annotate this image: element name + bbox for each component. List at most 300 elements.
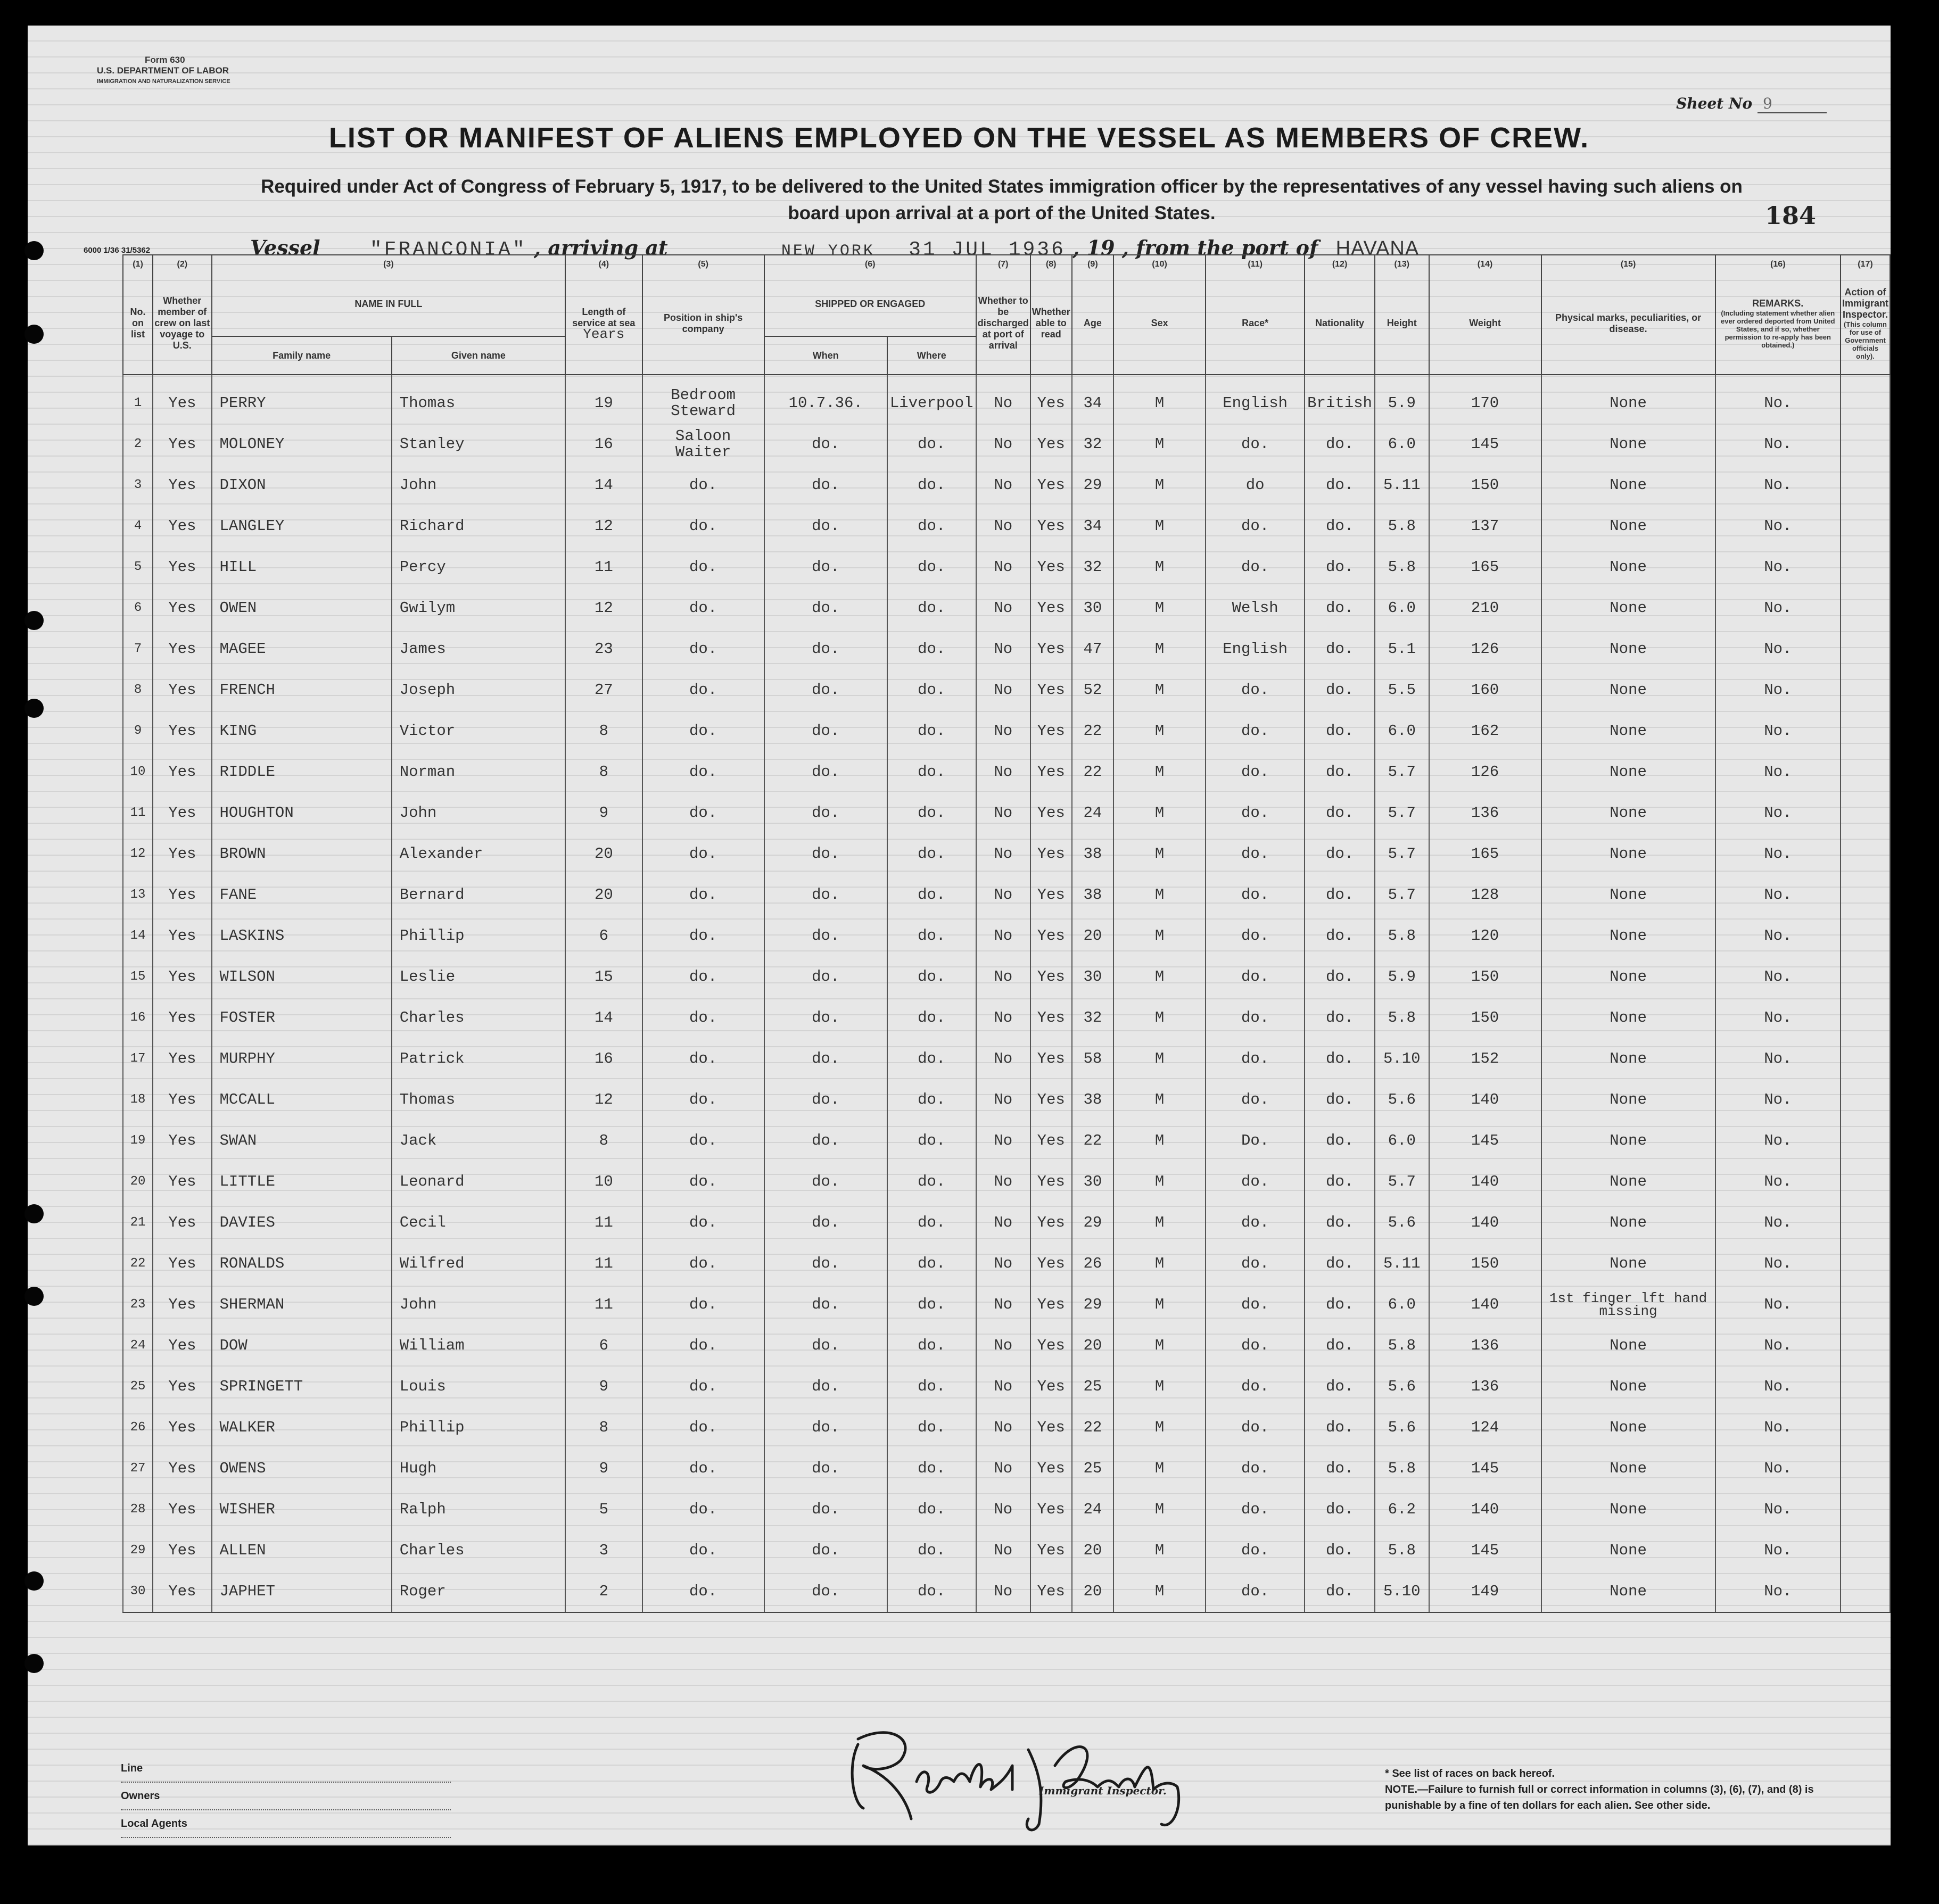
- remarks-cell: No.: [1715, 1161, 1841, 1202]
- shipped-when-cell: do.: [764, 1243, 887, 1284]
- remarks-cell: No.: [1715, 710, 1841, 751]
- row-number: 23: [123, 1284, 153, 1325]
- height-cell: 5.6: [1375, 1407, 1429, 1448]
- weight-cell: 128: [1429, 874, 1541, 915]
- shipped-when-cell: do.: [764, 628, 887, 669]
- family-name-cell: HILL: [212, 547, 392, 587]
- shipped-where-cell: do.: [887, 1202, 976, 1243]
- weight-cell: 145: [1429, 1530, 1541, 1571]
- remarks-cell: No.: [1715, 833, 1841, 874]
- age-cell: 22: [1072, 751, 1113, 792]
- inspector-action-cell: [1841, 375, 1890, 424]
- header-height: Height: [1375, 272, 1429, 375]
- discharged-cell: No: [976, 1161, 1030, 1202]
- family-name-cell: DAVIES: [212, 1202, 392, 1243]
- column-number: (6): [764, 255, 976, 272]
- age-cell: 25: [1072, 1448, 1113, 1489]
- year-label: , 19: [1072, 236, 1115, 260]
- crew-last-voyage-cell: Yes: [153, 1407, 211, 1448]
- given-name-cell: Thomas: [392, 1079, 565, 1120]
- discharged-cell: No: [976, 751, 1030, 792]
- remarks-cell: No.: [1715, 792, 1841, 833]
- table-row: [123, 956, 1890, 997]
- able-to-read-cell: Yes: [1030, 874, 1072, 915]
- weight-cell: 136: [1429, 792, 1541, 833]
- family-name-cell: RONALDS: [212, 1243, 392, 1284]
- weight-cell: 149: [1429, 1571, 1541, 1612]
- age-cell: 52: [1072, 669, 1113, 710]
- remarks-cell: No.: [1715, 997, 1841, 1038]
- position-cell: do.: [642, 1161, 764, 1202]
- remarks-cell: No.: [1715, 1243, 1841, 1284]
- inspector-action-cell: [1841, 710, 1890, 751]
- table-row: [123, 628, 1890, 669]
- row-number: 7: [123, 628, 153, 669]
- shipped-when-cell: do.: [764, 997, 887, 1038]
- race-cell: do.: [1206, 915, 1305, 956]
- column-number: (3): [212, 255, 566, 272]
- age-cell: 22: [1072, 1120, 1113, 1161]
- physical-marks-cell: None: [1541, 1161, 1715, 1202]
- position-cell: do.: [642, 710, 764, 751]
- physical-marks-cell: None: [1541, 424, 1715, 465]
- remarks-cell: No.: [1715, 1530, 1841, 1571]
- race-cell: Do.: [1206, 1120, 1305, 1161]
- sex-cell: M: [1113, 1202, 1206, 1243]
- row-number: 22: [123, 1243, 153, 1284]
- table-row: [123, 1325, 1890, 1366]
- shipped-when-cell: do.: [764, 1202, 887, 1243]
- footer-notes: [1385, 1766, 1853, 1814]
- row-number: 19: [123, 1120, 153, 1161]
- remarks-cell: No.: [1715, 1079, 1841, 1120]
- age-cell: 24: [1072, 1489, 1113, 1530]
- able-to-read-cell: Yes: [1030, 915, 1072, 956]
- service-years-cell: 12: [565, 506, 642, 547]
- discharged-cell: No: [976, 997, 1030, 1038]
- position-cell: do.: [642, 465, 764, 506]
- line-label: Line: [121, 1755, 451, 1783]
- inspector-action-cell: [1841, 792, 1890, 833]
- family-name-cell: FRENCH: [212, 669, 392, 710]
- position-cell: do.: [642, 1325, 764, 1366]
- remarks-cell: No.: [1715, 1571, 1841, 1612]
- given-name-cell: James: [392, 628, 565, 669]
- nationality-cell: do.: [1305, 997, 1375, 1038]
- given-name-cell: Leslie: [392, 956, 565, 997]
- sex-cell: M: [1113, 997, 1206, 1038]
- remarks-cell: No.: [1715, 587, 1841, 628]
- position-cell: do.: [642, 628, 764, 669]
- row-number: 17: [123, 1038, 153, 1079]
- shipped-when-cell: do.: [764, 1489, 887, 1530]
- able-to-read-cell: Yes: [1030, 1161, 1072, 1202]
- discharged-cell: No: [976, 1571, 1030, 1612]
- discharged-cell: No: [976, 1407, 1030, 1448]
- given-name-cell: Cecil: [392, 1202, 565, 1243]
- shipped-where-cell: do.: [887, 628, 976, 669]
- binder-hole-icon: [24, 1654, 44, 1673]
- discharged-cell: No: [976, 1284, 1030, 1325]
- given-name-cell: Norman: [392, 751, 565, 792]
- table-row: [123, 710, 1890, 751]
- service-years-cell: 6: [565, 1325, 642, 1366]
- height-cell: 6.0: [1375, 1120, 1429, 1161]
- sex-cell: M: [1113, 1448, 1206, 1489]
- given-name-cell: Percy: [392, 547, 565, 587]
- nationality-cell: do.: [1305, 424, 1375, 465]
- shipped-when-cell: do.: [764, 956, 887, 997]
- header-weight: Weight: [1429, 272, 1541, 375]
- position-cell: do.: [642, 1530, 764, 1571]
- service-years-cell: 8: [565, 1407, 642, 1448]
- row-number: 24: [123, 1325, 153, 1366]
- sex-cell: M: [1113, 751, 1206, 792]
- inspector-action-cell: [1841, 547, 1890, 587]
- position-cell: do.: [642, 1038, 764, 1079]
- given-name-cell: Ralph: [392, 1489, 565, 1530]
- height-cell: 5.11: [1375, 465, 1429, 506]
- crew-last-voyage-cell: Yes: [153, 547, 211, 587]
- sex-cell: M: [1113, 375, 1206, 424]
- able-to-read-cell: Yes: [1030, 424, 1072, 465]
- remarks-cell: No.: [1715, 1038, 1841, 1079]
- nationality-cell: do.: [1305, 710, 1375, 751]
- crew-last-voyage-cell: Yes: [153, 874, 211, 915]
- able-to-read-cell: Yes: [1030, 956, 1072, 997]
- able-to-read-cell: Yes: [1030, 1366, 1072, 1407]
- weight-cell: 210: [1429, 587, 1541, 628]
- position-cell: do.: [642, 1448, 764, 1489]
- service-years-cell: 27: [565, 669, 642, 710]
- header-action: [1841, 272, 1890, 375]
- able-to-read-cell: Yes: [1030, 1489, 1072, 1530]
- crew-last-voyage-cell: Yes: [153, 751, 211, 792]
- height-cell: 5.8: [1375, 506, 1429, 547]
- height-cell: 5.9: [1375, 956, 1429, 997]
- remarks-cell: No.: [1715, 915, 1841, 956]
- row-number: 30: [123, 1571, 153, 1612]
- remarks-cell: No.: [1715, 1325, 1841, 1366]
- table-row: [123, 997, 1890, 1038]
- weight-cell: 140: [1429, 1284, 1541, 1325]
- crew-last-voyage-cell: Yes: [153, 792, 211, 833]
- able-to-read-cell: Yes: [1030, 587, 1072, 628]
- given-name-cell: Richard: [392, 506, 565, 547]
- nationality-cell: do.: [1305, 1202, 1375, 1243]
- crew-last-voyage-cell: Yes: [153, 915, 211, 956]
- age-cell: 20: [1072, 915, 1113, 956]
- row-number: 6: [123, 587, 153, 628]
- crew-last-voyage-cell: Yes: [153, 424, 211, 465]
- able-to-read-cell: Yes: [1030, 547, 1072, 587]
- given-name-cell: Roger: [392, 1571, 565, 1612]
- remarks-cell: No.: [1715, 1448, 1841, 1489]
- weight-cell: 165: [1429, 547, 1541, 587]
- race-cell: do.: [1206, 751, 1305, 792]
- inspector-action-cell: [1841, 506, 1890, 547]
- nationality-cell: do.: [1305, 1243, 1375, 1284]
- inspector-action-cell: [1841, 1366, 1890, 1407]
- race-cell: English: [1206, 628, 1305, 669]
- remarks-cell: No.: [1715, 1366, 1841, 1407]
- nationality-cell: do.: [1305, 1571, 1375, 1612]
- binder-hole-icon: [24, 325, 44, 344]
- age-cell: 20: [1072, 1571, 1113, 1612]
- weight-cell: 150: [1429, 465, 1541, 506]
- stamp-number: 184: [1764, 201, 1816, 230]
- physical-marks-cell: None: [1541, 1366, 1715, 1407]
- race-cell: do.: [1206, 1161, 1305, 1202]
- race-cell: do: [1206, 465, 1305, 506]
- height-cell: 5.7: [1375, 751, 1429, 792]
- row-number: 5: [123, 547, 153, 587]
- shipped-where-cell: do.: [887, 1161, 976, 1202]
- crew-last-voyage-cell: Yes: [153, 1325, 211, 1366]
- service-years-cell: 20: [565, 874, 642, 915]
- printer-code: 6000 1/36 31/5362: [84, 246, 151, 255]
- nationality-cell: do.: [1305, 1038, 1375, 1079]
- able-to-read-cell: Yes: [1030, 1571, 1072, 1612]
- position-cell: do.: [642, 1243, 764, 1284]
- height-cell: 5.8: [1375, 915, 1429, 956]
- shipped-when-cell: do.: [764, 1325, 887, 1366]
- shipped-when-cell: do.: [764, 506, 887, 547]
- crew-manifest-table: [122, 254, 1891, 1613]
- sex-cell: M: [1113, 424, 1206, 465]
- physical-marks-cell: None: [1541, 1407, 1715, 1448]
- sex-cell: M: [1113, 792, 1206, 833]
- table-row: [123, 1407, 1890, 1448]
- sex-cell: M: [1113, 1161, 1206, 1202]
- remarks-cell: No.: [1715, 751, 1841, 792]
- remarks-cell: No.: [1715, 1489, 1841, 1530]
- form-number: Form 630: [145, 55, 185, 65]
- height-cell: 5.11: [1375, 1243, 1429, 1284]
- crew-last-voyage-cell: Yes: [153, 465, 211, 506]
- nationality-cell: do.: [1305, 669, 1375, 710]
- remarks-cell: No.: [1715, 1407, 1841, 1448]
- sheet-label: Sheet No: [1676, 95, 1753, 112]
- nationality-cell: do.: [1305, 1366, 1375, 1407]
- remarks-cell: No.: [1715, 547, 1841, 587]
- row-number: 8: [123, 669, 153, 710]
- service-years-cell: 8: [565, 710, 642, 751]
- row-number: 1: [123, 375, 153, 424]
- shipped-where-cell: do.: [887, 915, 976, 956]
- age-cell: 20: [1072, 1530, 1113, 1571]
- race-cell: do.: [1206, 1202, 1305, 1243]
- sex-cell: M: [1113, 915, 1206, 956]
- inspector-action-cell: [1841, 587, 1890, 628]
- shipped-where-cell: do.: [887, 1489, 976, 1530]
- nationality-cell: do.: [1305, 1161, 1375, 1202]
- service-years-cell: 6: [565, 915, 642, 956]
- arriving-port: NEW YORK: [781, 242, 875, 260]
- inspector-action-cell: [1841, 1571, 1890, 1612]
- sex-cell: M: [1113, 1407, 1206, 1448]
- discharged-cell: No: [976, 710, 1030, 751]
- height-cell: 5.8: [1375, 997, 1429, 1038]
- header-remarks: [1715, 272, 1841, 375]
- height-cell: 6.0: [1375, 1284, 1429, 1325]
- age-cell: 29: [1072, 465, 1113, 506]
- sheet-number: [1676, 95, 1827, 113]
- crew-last-voyage-cell: Yes: [153, 1161, 211, 1202]
- header-position: Position in ship's company: [642, 272, 764, 375]
- row-number: 9: [123, 710, 153, 751]
- weight-cell: 170: [1429, 375, 1541, 424]
- age-cell: 25: [1072, 1366, 1113, 1407]
- header-where: Where: [887, 336, 976, 375]
- weight-cell: 150: [1429, 997, 1541, 1038]
- shipped-where-cell: do.: [887, 1571, 976, 1612]
- age-cell: 34: [1072, 506, 1113, 547]
- weight-cell: 126: [1429, 628, 1541, 669]
- service-years-cell: 16: [565, 424, 642, 465]
- column-header-row: [123, 272, 1890, 336]
- shipped-when-cell: do.: [764, 465, 887, 506]
- table-row: [123, 1448, 1890, 1489]
- race-cell: do.: [1206, 669, 1305, 710]
- able-to-read-cell: Yes: [1030, 1284, 1072, 1325]
- inspector-label: Immigrant Inspector.: [1039, 1784, 1167, 1797]
- column-number: (1): [123, 255, 153, 272]
- able-to-read-cell: Yes: [1030, 751, 1072, 792]
- inspector-action-cell: [1841, 1489, 1890, 1530]
- inspector-action-cell: [1841, 1120, 1890, 1161]
- physical-marks-cell: None: [1541, 915, 1715, 956]
- age-cell: 29: [1072, 1284, 1113, 1325]
- physical-marks-cell: None: [1541, 997, 1715, 1038]
- column-number: (8): [1030, 255, 1072, 272]
- inspector-action-cell: [1841, 1243, 1890, 1284]
- header-remarks-label: REMARKS.: [1752, 297, 1804, 309]
- height-cell: 5.7: [1375, 874, 1429, 915]
- table-row: [123, 669, 1890, 710]
- race-cell: do.: [1206, 1284, 1305, 1325]
- age-cell: 22: [1072, 710, 1113, 751]
- crew-last-voyage-cell: Yes: [153, 1530, 211, 1571]
- sex-cell: M: [1113, 547, 1206, 587]
- family-name-cell: WALKER: [212, 1407, 392, 1448]
- row-number: 29: [123, 1530, 153, 1571]
- physical-marks-cell: None: [1541, 628, 1715, 669]
- shipped-when-cell: do.: [764, 1161, 887, 1202]
- service-name: IMMIGRATION AND NATURALIZATION SERVICE: [97, 78, 230, 85]
- remarks-cell: No.: [1715, 874, 1841, 915]
- shipped-where-cell: do.: [887, 1325, 976, 1366]
- header-action-note: (This column for use of Government officials only).: [1844, 320, 1887, 360]
- row-number: 12: [123, 833, 153, 874]
- height-cell: 5.8: [1375, 1530, 1429, 1571]
- binder-hole-icon: [24, 611, 44, 630]
- table-row: [123, 1202, 1890, 1243]
- row-number: 13: [123, 874, 153, 915]
- table-row: [123, 1079, 1890, 1120]
- family-name-cell: FANE: [212, 874, 392, 915]
- able-to-read-cell: Yes: [1030, 1202, 1072, 1243]
- crew-last-voyage-cell: Yes: [153, 506, 211, 547]
- race-cell: do.: [1206, 1366, 1305, 1407]
- given-name-cell: Charles: [392, 1530, 565, 1571]
- table-row: [123, 1530, 1890, 1571]
- sex-cell: M: [1113, 669, 1206, 710]
- position-cell: do.: [642, 1284, 764, 1325]
- able-to-read-cell: Yes: [1030, 833, 1072, 874]
- nationality-cell: do.: [1305, 1079, 1375, 1120]
- family-name-cell: LASKINS: [212, 915, 392, 956]
- shipped-where-cell: do.: [887, 874, 976, 915]
- column-number: (16): [1715, 255, 1841, 272]
- height-cell: 5.5: [1375, 669, 1429, 710]
- shipped-where-cell: do.: [887, 1038, 976, 1079]
- header-sex: Sex: [1113, 272, 1206, 375]
- weight-cell: 124: [1429, 1407, 1541, 1448]
- shipped-when-cell: do.: [764, 1284, 887, 1325]
- weight-cell: 165: [1429, 833, 1541, 874]
- able-to-read-cell: Yes: [1030, 1407, 1072, 1448]
- family-name-cell: JAPHET: [212, 1571, 392, 1612]
- position-cell: do.: [642, 587, 764, 628]
- nationality-cell: do.: [1305, 587, 1375, 628]
- crew-last-voyage-cell: Yes: [153, 669, 211, 710]
- shipped-where-cell: do.: [887, 587, 976, 628]
- family-name-cell: OWEN: [212, 587, 392, 628]
- header-discharged: Whether to be discharged at port of arrival: [976, 272, 1030, 375]
- family-name-cell: SHERMAN: [212, 1284, 392, 1325]
- crew-last-voyage-cell: Yes: [153, 1243, 211, 1284]
- crew-last-voyage-cell: Yes: [153, 1571, 211, 1612]
- physical-marks-cell: None: [1541, 1079, 1715, 1120]
- discharged-cell: No: [976, 1120, 1030, 1161]
- service-years-cell: 14: [565, 465, 642, 506]
- row-number: 2: [123, 424, 153, 465]
- physical-marks-cell: None: [1541, 1325, 1715, 1366]
- table-row: [123, 1120, 1890, 1161]
- position-cell: do.: [642, 506, 764, 547]
- family-name-cell: PERRY: [212, 375, 392, 424]
- remarks-cell: No.: [1715, 375, 1841, 424]
- binder-hole-icon: [24, 1571, 44, 1591]
- crew-last-voyage-cell: Yes: [153, 997, 211, 1038]
- page-title: LIST OR MANIFEST OF ALIENS EMPLOYED ON THE VESSEL AS MEMBERS OF CREW.: [328, 122, 1590, 154]
- footer-labels: [121, 1755, 451, 1838]
- race-cell: do.: [1206, 1325, 1305, 1366]
- inspector-action-cell: [1841, 997, 1890, 1038]
- able-to-read-cell: Yes: [1030, 1038, 1072, 1079]
- given-name-cell: John: [392, 792, 565, 833]
- race-cell: Welsh: [1206, 587, 1305, 628]
- weight-cell: 160: [1429, 669, 1541, 710]
- nationality-cell: do.: [1305, 874, 1375, 915]
- service-years-cell: 12: [565, 1079, 642, 1120]
- family-name-cell: MOLONEY: [212, 424, 392, 465]
- discharged-cell: No: [976, 792, 1030, 833]
- family-name-cell: ALLEN: [212, 1530, 392, 1571]
- sex-cell: M: [1113, 628, 1206, 669]
- inspector-action-cell: [1841, 1038, 1890, 1079]
- nationality-cell: do.: [1305, 628, 1375, 669]
- inspector-action-cell: [1841, 1079, 1890, 1120]
- nationality-cell: do.: [1305, 1448, 1375, 1489]
- column-number: (12): [1305, 255, 1375, 272]
- owners-label: Owners: [121, 1783, 451, 1810]
- height-cell: 5.6: [1375, 1079, 1429, 1120]
- able-to-read-cell: Yes: [1030, 997, 1072, 1038]
- given-name-cell: Hugh: [392, 1448, 565, 1489]
- column-number-row: [123, 255, 1890, 272]
